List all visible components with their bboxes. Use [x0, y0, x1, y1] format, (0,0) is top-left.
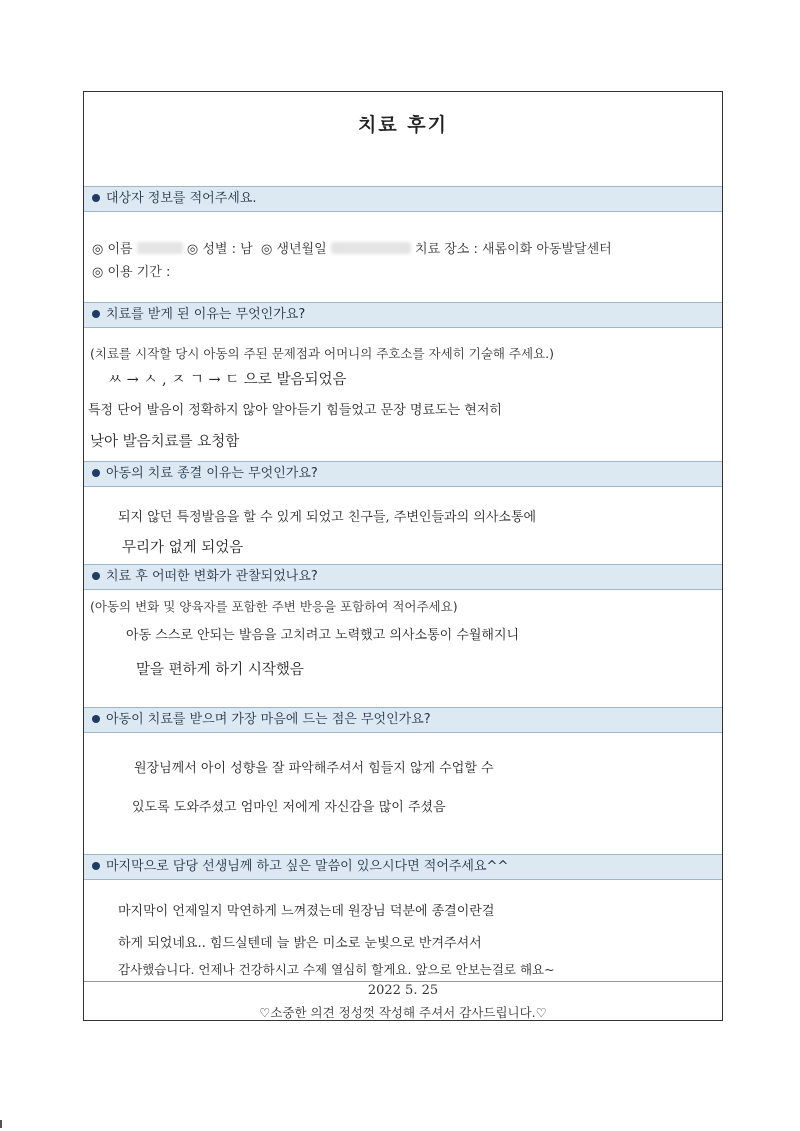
bullet-icon: [92, 310, 100, 318]
handwritten-answer-line: 마지막이 언제일지 막연하게 느껴졌는데 원장님 덕분에 종결이란걸: [118, 904, 495, 919]
section-heading-text: 마지막으로 담당 선생님께 하고 싶은 말씀이 있으시다면 적어주세요^^: [106, 859, 509, 874]
bullet-icon: [92, 862, 100, 870]
redacted-birthdate: [331, 242, 411, 254]
footer-divider: [84, 981, 722, 982]
section-heading-favorite: [84, 707, 722, 733]
section-heading-message: [84, 854, 722, 880]
period-label: ◎ 이용 기간 :: [92, 265, 171, 280]
handwritten-answer-line: 하게 되었네요.. 힘드실텐데 늘 밝은 미소로 눈빛으로 반겨주셔서: [118, 936, 482, 951]
name-label: ◎ 이름: [92, 242, 133, 257]
reason-instruction: (치료를 시작할 당시 아동의 주된 문제점과 어머니의 주호소를 자세히 기술해 주세요.): [90, 346, 555, 361]
thanks-message: ♡소중한 의견 정성껏 작성해 주셔서 감사드립니다.♡: [259, 1005, 547, 1020]
section-heading-text: 아동이 치료를 받으며 가장 마음에 드는 점은 무엇인가요?: [106, 712, 431, 727]
scan-edge-mark: [0, 1120, 2, 1128]
place-label: 치료 장소 :: [414, 242, 478, 257]
handwritten-answer-line: 말을 편하게 하기 시작했음: [136, 662, 304, 678]
handwritten-answer-line: 되지 않던 특정발음을 할 수 있게 되었고 친구들, 주변인들과의 의사소통에: [118, 510, 537, 525]
section-heading-text: 대상자 정보를 적어주세요.: [106, 191, 257, 206]
gender-value: 남: [240, 242, 253, 257]
bullet-icon: [92, 715, 100, 723]
handwritten-answer-line: ㅆ → ㅅ , ㅈ ㄱ → ㄷ 으로 발음되었음: [108, 372, 347, 388]
handwritten-answer-line: 있도록 도와주셨고 엄마인 저에게 자신감을 많이 주셨음: [132, 800, 446, 815]
bullet-icon: [92, 572, 100, 580]
subject-info-row: [92, 238, 714, 257]
form-title: 치료 후기: [357, 114, 449, 136]
handwritten-answer-line: 아동 스스로 안되는 발음을 고치려고 노력했고 의사소통이 수월해지니: [126, 628, 520, 643]
review-form: [83, 91, 723, 1021]
period-row: [92, 261, 714, 280]
bullet-icon: [92, 469, 100, 477]
section-heading-reason: [84, 302, 722, 328]
bullet-icon: [92, 194, 100, 202]
section-heading-text: 치료를 받게 된 이유는 무엇인가요?: [106, 307, 306, 322]
changes-instruction: (아동의 변화 및 양육자를 포함한 주변 반응을 포함하여 적어주세요): [90, 599, 458, 614]
handwritten-answer-line: 낮아 발음치료를 요청함: [90, 434, 240, 450]
date: 2022 5. 25: [367, 983, 439, 998]
section-heading-subject-info: [84, 186, 722, 212]
gender-label: ◎ 성별 :: [186, 242, 236, 257]
handwritten-answer-line: 무리가 없게 되었음: [122, 540, 244, 556]
handwritten-answer-line: 감사했습니다. 언제나 건강하시고 수제 열심히 할게요. 앞으로 안보는걸로 해요~: [118, 962, 555, 977]
place-value: 새롬이화 아동발달센터: [481, 242, 612, 257]
handwritten-answer-line: 원장님께서 아이 성향을 잘 파악해주셔서 힘들지 않게 수업할 수: [134, 761, 494, 776]
section-heading-termination: [84, 461, 722, 487]
redacted-name: [137, 242, 183, 254]
handwritten-answer-line: 특정 단어 발음이 정확하지 않아 알아듣기 힘들었고 문장 명료도는 현저히: [88, 403, 502, 418]
section-heading-changes: [84, 564, 722, 590]
birth-label: ◎ 생년월일: [260, 242, 327, 257]
section-heading-text: 아동의 치료 종결 이유는 무엇인가요?: [106, 466, 318, 481]
section-heading-text: 치료 후 어떠한 변화가 관찰되었나요?: [106, 569, 318, 584]
